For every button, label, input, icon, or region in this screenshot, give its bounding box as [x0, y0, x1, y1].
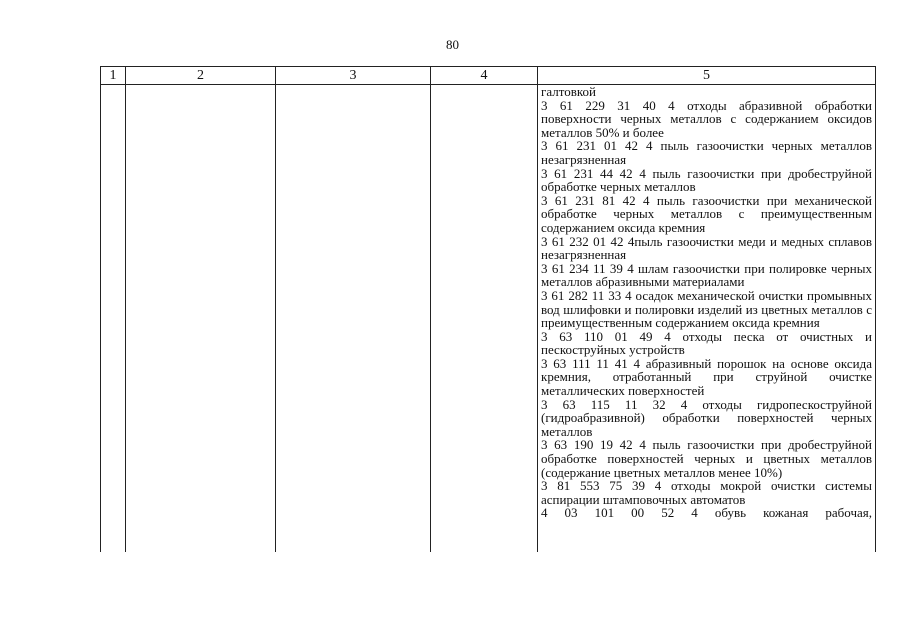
list-item: 3 61 231 01 42 4 пыль газоочистки черных металлов незагрязненная — [541, 138, 872, 167]
table-cell-col4 — [431, 85, 538, 553]
document-table — [100, 66, 876, 552]
list-item: 4 03 101 00 52 4 обувь кожаная рабочая, — [541, 505, 872, 521]
column-number-4: 4 — [431, 67, 538, 85]
list-item: 3 61 234 11 39 4 шлам газоочистки при полировке черных металлов абразивными материалами — [541, 260, 872, 290]
list-item: 3 61 231 44 42 4 пыль газоочистки при дробеструйной обработке черных металлов — [541, 165, 872, 195]
table-row — [101, 85, 876, 553]
list-item: 3 63 190 19 42 4 пыль газоочистки при дробеструйной обработке поверхностей черных и цветных металлов (содержание цветных металлов менее 10%) — [541, 437, 872, 480]
list-item: 3 63 111 11 41 4 абразивный порошок на основе оксида кремния, отработанный при струйной очистке металлических поверхностей — [541, 355, 872, 399]
table-cell-col5 — [538, 85, 876, 553]
list-item: 3 63 115 11 32 4 отходы гидропескоструйной (гидроабразивной) обработки поверхностей черных металлов — [541, 396, 872, 439]
column-number-5: 5 — [538, 67, 876, 85]
page-number: 80 — [446, 37, 459, 52]
list-item: 3 61 232 01 42 4пыль газоочистки меди и медных сплавов незагрязненная — [541, 233, 872, 263]
table-cell-col1 — [101, 85, 126, 553]
table-header-row — [101, 67, 876, 85]
list-item: 3 81 553 75 39 4 отходы мокрой очистки системы аспирации штамповочных автоматов — [541, 478, 872, 507]
list-item: 3 61 231 81 42 4 пыль газоочистки при механической обработке черных металлов с преимущественным содержанием оксида кремния — [541, 192, 872, 235]
waste-code-list — [541, 85, 872, 520]
list-item: 3 61 229 31 40 4 отходы абразивной обработки поверхности черных металлов с содержанием оксидов металлов 50% и более — [541, 97, 872, 140]
list-item: 3 63 110 01 49 4 отходы песка от очистных и пескоструйных устройств — [541, 328, 872, 358]
list-item: галтовкой — [541, 84, 596, 99]
table-cell-col3 — [276, 85, 431, 553]
column-number-3: 3 — [276, 67, 431, 85]
table-cell-col2 — [126, 85, 276, 553]
list-item: 3 61 282 11 33 4 осадок механической очистки промывных вод шлифовки и полировки изделий из цветных металлов с преимущественным содержанием оксида кремния — [541, 287, 872, 331]
column-number-1: 1 — [101, 67, 126, 85]
column-number-2: 2 — [126, 67, 276, 85]
